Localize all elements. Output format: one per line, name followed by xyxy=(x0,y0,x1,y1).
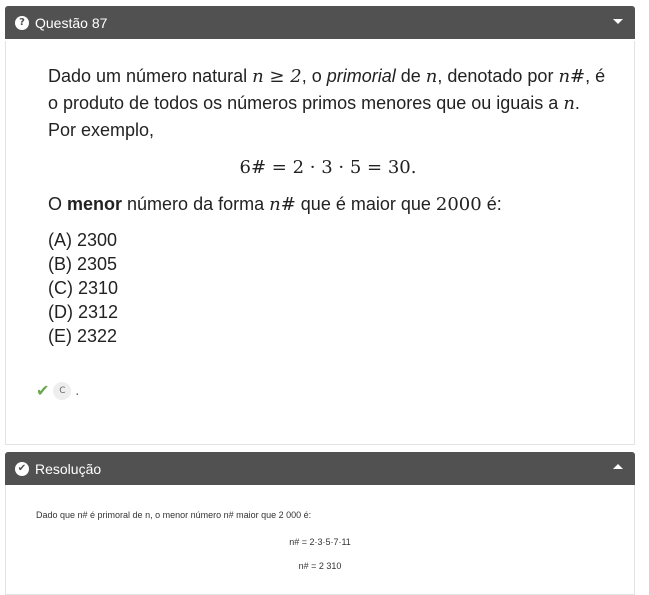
prompt-text: é: xyxy=(481,194,502,214)
prompt-text: número da forma xyxy=(122,194,270,214)
statement-emphasis: primorial xyxy=(326,66,396,86)
prompt-bold: menor xyxy=(67,194,123,214)
answer-indicator xyxy=(36,381,79,400)
question-prompt xyxy=(48,191,608,218)
option-b[interactable]: (B) 2305 xyxy=(48,254,118,274)
question-circle-icon: ? xyxy=(15,16,29,30)
chevron-up-icon[interactable] xyxy=(613,464,623,469)
display-equation: 6# = 2 · 3 · 5 = 30. xyxy=(239,157,417,178)
statement-text: de xyxy=(395,66,426,86)
resolution-panel-header[interactable] xyxy=(5,452,635,485)
question-content xyxy=(48,63,608,348)
math-inline: n ≥ 2 xyxy=(252,66,302,87)
answer-suffix: . xyxy=(75,383,80,398)
resolution-intro: Dado que n# é primoral de n, o menor número n# maior que 2 000 é: xyxy=(36,510,312,520)
option-c[interactable]: (C) 2310 xyxy=(48,278,119,298)
question-panel-header[interactable] xyxy=(5,6,635,39)
prompt-text: O xyxy=(48,194,68,214)
check-circle-icon: ✔ xyxy=(15,462,29,476)
math-inline: n# xyxy=(269,194,296,215)
statement-text: , denotado por xyxy=(437,66,559,86)
resolution-title: Resolução xyxy=(35,460,102,477)
answer-badge: C xyxy=(53,382,71,400)
question-title: Questão 87 xyxy=(35,14,108,31)
option-e[interactable]: (E) 2322 xyxy=(48,326,118,346)
resolution-equation-1: n# = 2·3·5·7·11 xyxy=(289,537,351,547)
math-inline: n# xyxy=(558,66,586,87)
resolution-panel-body xyxy=(5,485,635,595)
math-inline: n xyxy=(563,93,575,114)
statement-text: . Por exemplo, xyxy=(48,93,580,140)
math-inline: 2000 xyxy=(435,194,482,215)
question-statement xyxy=(48,63,608,144)
option-a[interactable]: (A) 2300 xyxy=(48,230,118,250)
chevron-down-icon[interactable] xyxy=(613,19,623,24)
question-panel-body xyxy=(5,41,635,445)
statement-text: Dado um número natural xyxy=(48,66,253,86)
math-inline: n xyxy=(425,66,438,87)
statement-text: , é o produto de todos os números primos menores que ou iguais a xyxy=(48,66,606,113)
statement-text: , o xyxy=(301,66,327,86)
check-icon: ✔ xyxy=(36,381,50,400)
option-d[interactable]: (D) 2312 xyxy=(48,302,119,322)
resolution-equation-2: n# = 2 310 xyxy=(298,561,342,571)
options-list xyxy=(48,228,608,348)
prompt-text: que é maior que xyxy=(295,194,436,214)
